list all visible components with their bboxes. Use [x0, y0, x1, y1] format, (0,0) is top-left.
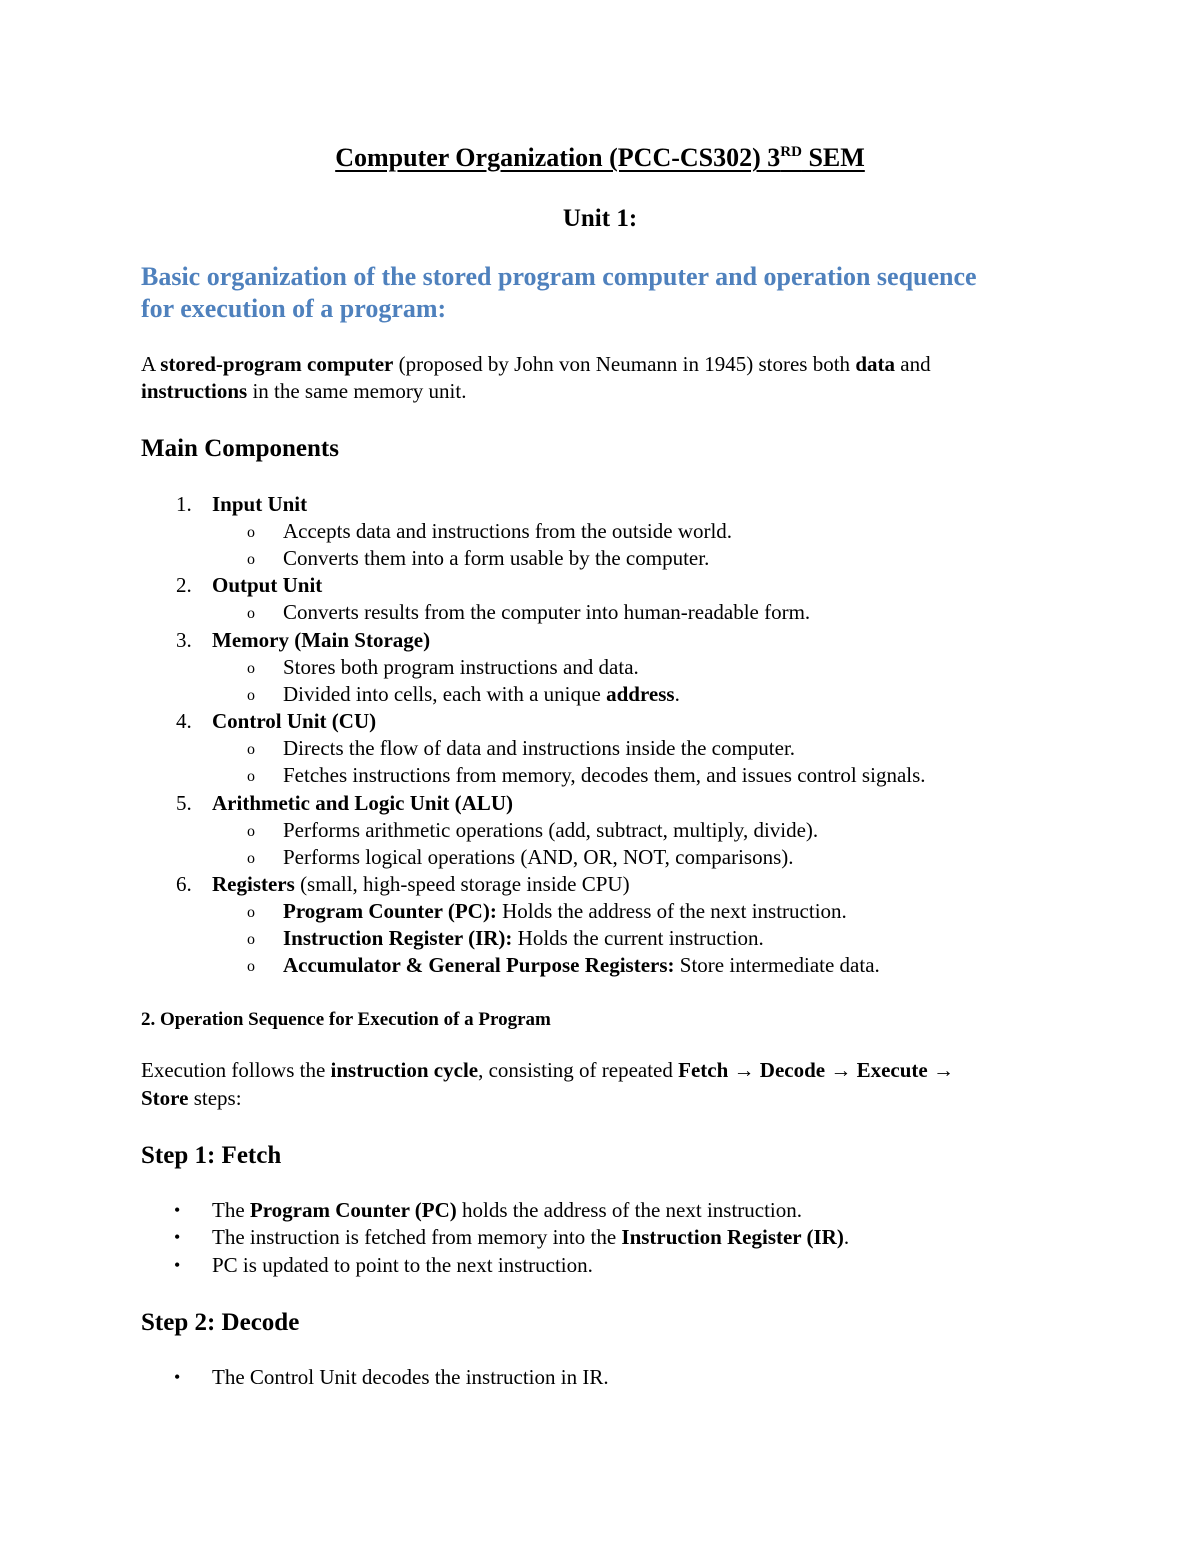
list-item: Fetches instructions from memory, decodes them, and issues control signals.	[283, 763, 926, 787]
list-item: PC is updated to point to the next instruction.	[212, 1253, 593, 1277]
sub-bullet-icon: o	[247, 904, 255, 921]
list-number: 1.	[176, 492, 192, 516]
component-title: Memory (Main Storage)	[212, 628, 431, 652]
document-title	[0, 145, 1200, 171]
bullet-icon: •	[174, 1255, 181, 1275]
sub-bullet-icon: o	[247, 741, 255, 758]
sub-bullet-icon: o	[247, 823, 255, 840]
bullet-icon: •	[174, 1200, 181, 1220]
sub-bullet-icon: o	[247, 524, 255, 541]
list-number: 4.	[176, 709, 192, 733]
list-number: 3.	[176, 628, 192, 652]
section2-heading: 2. Operation Sequence for Execution of a Program	[141, 1009, 551, 1030]
list-item: Instruction Register (IR): Holds the current instruction.	[283, 926, 764, 950]
list-item: Accepts data and instructions from the outside world.	[283, 519, 733, 543]
section2-line2: Store steps:	[141, 1086, 242, 1110]
component-title: Control Unit (CU)	[212, 709, 377, 733]
step2-heading: Step 2: Decode	[141, 1309, 300, 1336]
sub-bullet-icon: o	[247, 850, 255, 867]
section-heading-line2: for execution of a program:	[141, 294, 447, 323]
section-heading-line1: Basic organization of the stored program computer and operation sequence	[141, 262, 977, 291]
sub-bullet-icon: o	[247, 931, 255, 948]
component-title: Input Unit	[212, 492, 308, 516]
sub-bullet-icon: o	[247, 605, 255, 622]
bullet-icon: •	[174, 1367, 181, 1387]
sub-bullet-icon: o	[247, 958, 255, 975]
list-item: Divided into cells, each with a unique address.	[283, 682, 680, 706]
title-text: Computer Organization (PCC-CS302) 3	[335, 143, 781, 172]
section2-line1: Execution follows the instruction cycle, consisting of repeated Fetch → Decode → Execute →	[141, 1058, 954, 1082]
title-superscript: RD	[780, 144, 802, 160]
sub-bullet-icon: o	[247, 768, 255, 785]
intro-line2: instructions in the same memory unit.	[141, 379, 467, 403]
list-item: Directs the flow of data and instructions inside the computer.	[283, 736, 796, 760]
list-item: Accumulator & General Purpose Registers: Store intermediate data.	[283, 953, 880, 977]
sub-bullet-icon: o	[247, 660, 255, 677]
sub-bullet-icon: o	[247, 551, 255, 568]
list-item: The instruction is fetched from memory into the Instruction Register (IR).	[212, 1225, 850, 1249]
list-item: The Program Counter (PC) holds the address of the next instruction.	[212, 1198, 803, 1222]
list-number: 6.	[176, 872, 192, 896]
step1-heading: Step 1: Fetch	[141, 1142, 282, 1169]
list-item: Converts results from the computer into human-readable form.	[283, 600, 811, 624]
list-item: The Control Unit decodes the instruction in IR.	[212, 1365, 609, 1389]
list-number: 5.	[176, 791, 192, 815]
title-tail: SEM	[801, 143, 865, 172]
bullet-icon: •	[174, 1227, 181, 1247]
main-components-heading: Main Components	[141, 435, 339, 462]
sub-bullet-icon: o	[247, 687, 255, 704]
component-title: Registers (small, high-speed storage inside CPU)	[212, 872, 630, 896]
list-item: Converts them into a form usable by the computer.	[283, 546, 710, 570]
list-item: Performs logical operations (AND, OR, NOT, comparisons).	[283, 845, 794, 869]
unit-heading: Unit 1:	[562, 205, 638, 232]
list-number: 2.	[176, 573, 192, 597]
component-title: Arithmetic and Logic Unit (ALU)	[212, 791, 513, 815]
list-item: Performs arithmetic operations (add, subtract, multiply, divide).	[283, 818, 819, 842]
component-title: Output Unit	[212, 573, 323, 597]
list-item: Program Counter (PC): Holds the address of the next instruction.	[283, 899, 847, 923]
intro-line1: A stored-program computer (proposed by John von Neumann in 1945) stores both data and	[141, 352, 931, 376]
list-item: Stores both program instructions and data.	[283, 655, 639, 679]
